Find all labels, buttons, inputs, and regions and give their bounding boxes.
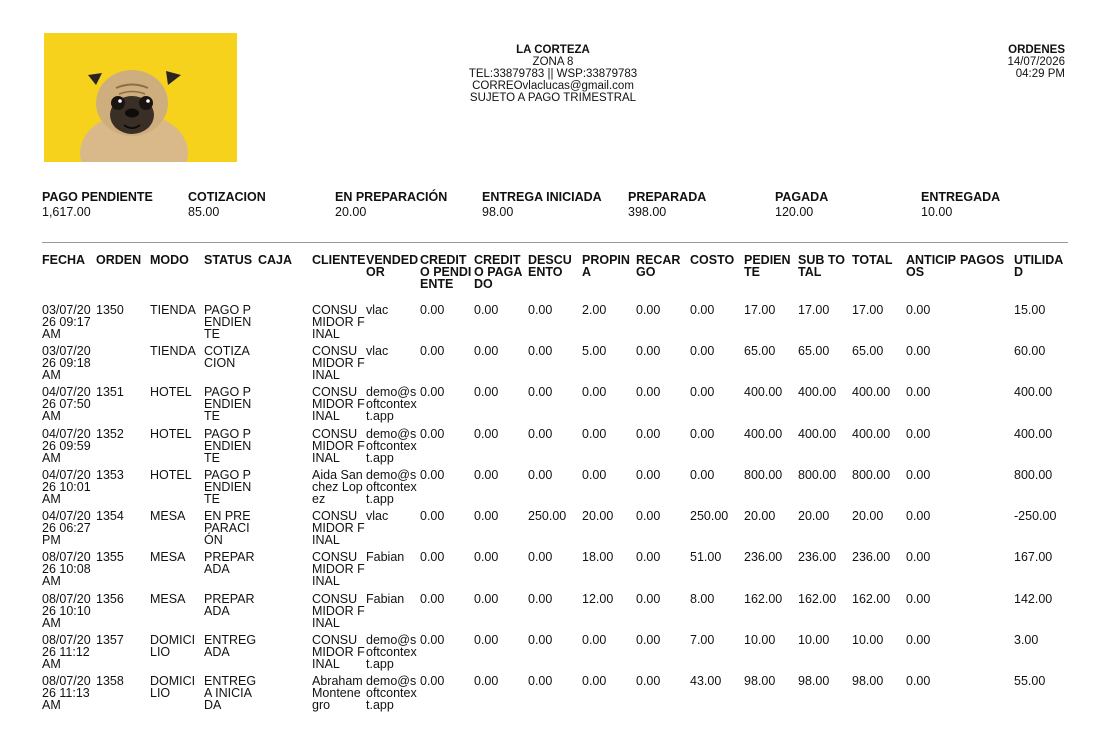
cell-costo: 43.00 <box>690 674 722 688</box>
document-title: ORDENES <box>1008 44 1065 56</box>
cell-total: 10.00 <box>852 633 884 647</box>
cell-cliente: CONSUMIDOR FINAL <box>312 427 365 465</box>
cell-propina: 0.00 <box>582 385 607 399</box>
cell-costo: 0.00 <box>690 344 715 358</box>
company-info <box>400 44 706 104</box>
cell-credito-pagado: 0.00 <box>474 633 499 647</box>
cell-modo: MESA <box>150 592 186 606</box>
cell-pediente: 65.00 <box>744 344 776 358</box>
cell-vendedor: demo@softcontext.app <box>366 633 417 671</box>
cell-anticipos: 0.00 <box>906 674 931 688</box>
cell-fecha: 08/07/2026 10:08 AM <box>42 550 91 588</box>
cell-total: 800.00 <box>852 468 891 482</box>
cell-credito-pendiente: 0.00 <box>420 344 445 358</box>
cell-pediente: 10.00 <box>744 633 776 647</box>
document-time: 04:29 PM <box>1015 68 1065 80</box>
summary-label: EN PREPARACIÓN <box>335 190 448 204</box>
company-logo <box>44 33 237 162</box>
cell-vendedor: vlac <box>366 344 389 358</box>
cell-total: 162.00 <box>852 592 891 606</box>
cell-descuento: 0.00 <box>528 303 553 317</box>
cell-utilidad: 15.00 <box>1014 303 1046 317</box>
summary-value: 398.00 <box>628 205 667 219</box>
cell-credito-pendiente: 0.00 <box>420 550 445 564</box>
cell-credito-pendiente: 0.00 <box>420 633 445 647</box>
cell-utilidad: 142.00 <box>1014 592 1053 606</box>
cell-cliente: CONSUMIDOR FINAL <box>312 592 365 630</box>
cell-anticipos: 0.00 <box>906 550 931 564</box>
document-info <box>1007 44 1065 80</box>
cell-status: COTIZACION <box>204 344 250 370</box>
cell-status: PREPARADA <box>204 592 255 618</box>
cell-credito-pendiente: 0.00 <box>420 674 445 688</box>
cell-fecha: 08/07/2026 10:10 AM <box>42 592 91 630</box>
cell-propina: 0.00 <box>582 674 607 688</box>
company-note: SUJETO A PAGO TRIMESTRAL <box>469 92 637 104</box>
cell-status: PAGO PENDIENTE <box>204 303 252 341</box>
cell-vendedor: demo@softcontext.app <box>366 427 417 465</box>
cell-fecha: 04/07/2026 09:59 AM <box>42 427 91 465</box>
cell-costo: 51.00 <box>690 550 722 564</box>
cell-modo: HOTEL <box>150 385 192 399</box>
cell-total: 400.00 <box>852 427 891 441</box>
cell-descuento: 0.00 <box>528 468 553 482</box>
cell-utilidad: 400.00 <box>1014 385 1053 399</box>
cell-total: 400.00 <box>852 385 891 399</box>
cell-cliente: CONSUMIDOR FINAL <box>312 303 365 341</box>
cell-sub-total: 400.00 <box>798 385 837 399</box>
cell-orden: 1357 <box>96 633 124 647</box>
cell-credito-pagado: 0.00 <box>474 303 499 317</box>
summary-item <box>42 190 153 220</box>
cell-recargo: 0.00 <box>636 468 661 482</box>
cell-propina: 5.00 <box>582 344 607 358</box>
cell-status: PAGO PENDIENTE <box>204 385 252 423</box>
cell-anticipos: 0.00 <box>906 427 931 441</box>
summary-item <box>775 190 828 220</box>
cell-status: ENTREGA INICIADA <box>204 674 257 712</box>
cell-credito-pendiente: 0.00 <box>420 385 445 399</box>
cell-pediente: 20.00 <box>744 509 776 523</box>
summary-item <box>188 190 266 220</box>
column-header-propina: PROPINA <box>582 253 630 279</box>
cell-descuento: 0.00 <box>528 592 553 606</box>
column-header-credito-pendiente: CREDITO PENDIENTE <box>420 253 472 291</box>
cell-cliente: CONSUMIDOR FINAL <box>312 550 365 588</box>
cell-orden: 1355 <box>96 550 124 564</box>
cell-descuento: 0.00 <box>528 550 553 564</box>
summary-value: 1,617.00 <box>42 205 91 219</box>
cell-credito-pagado: 0.00 <box>474 427 499 441</box>
cell-status: ENTREGADA <box>204 633 257 659</box>
cell-anticipos: 0.00 <box>906 468 931 482</box>
summary-value: 85.00 <box>188 205 220 219</box>
cell-descuento: 0.00 <box>528 427 553 441</box>
cell-credito-pendiente: 0.00 <box>420 592 445 606</box>
summary-label: PAGO PENDIENTE <box>42 190 153 204</box>
summary-value: 20.00 <box>335 205 367 219</box>
cell-cliente: CONSUMIDOR FINAL <box>312 509 365 547</box>
summary-label: PREPARADA <box>628 190 707 204</box>
cell-orden: 1351 <box>96 385 124 399</box>
cell-anticipos: 0.00 <box>906 509 931 523</box>
cell-fecha: 04/07/2026 10:01 AM <box>42 468 91 506</box>
cell-credito-pendiente: 0.00 <box>420 303 445 317</box>
column-header-recargo: RECARGO <box>636 253 681 279</box>
cell-vendedor: Fabian <box>366 550 405 564</box>
cell-recargo: 0.00 <box>636 674 661 688</box>
cell-propina: 0.00 <box>582 427 607 441</box>
cell-pediente: 17.00 <box>744 303 776 317</box>
summary-item <box>921 190 1000 220</box>
column-header-sub-total: SUB TOTAL <box>798 253 845 279</box>
cell-credito-pagado: 0.00 <box>474 592 499 606</box>
cell-total: 20.00 <box>852 509 884 523</box>
cell-recargo: 0.00 <box>636 303 661 317</box>
cell-propina: 0.00 <box>582 468 607 482</box>
summary-item <box>482 190 602 220</box>
cell-sub-total: 162.00 <box>798 592 837 606</box>
cell-credito-pagado: 0.00 <box>474 674 499 688</box>
cell-vendedor: demo@softcontext.app <box>366 674 417 712</box>
cell-credito-pendiente: 0.00 <box>420 468 445 482</box>
cell-sub-total: 800.00 <box>798 468 837 482</box>
cell-recargo: 0.00 <box>636 509 661 523</box>
cell-costo: 250.00 <box>690 509 729 523</box>
cell-descuento: 250.00 <box>528 509 567 523</box>
company-phones: TEL:33879783 || WSP:33879783 <box>468 68 638 80</box>
cell-recargo: 0.00 <box>636 344 661 358</box>
cell-modo: TIENDA <box>150 344 196 358</box>
column-header-descuento: DESCUENTO <box>528 253 572 279</box>
column-header-costo: COSTO <box>690 253 735 267</box>
cell-utilidad: 400.00 <box>1014 427 1053 441</box>
cell-credito-pagado: 0.00 <box>474 385 499 399</box>
status-summary <box>42 190 1072 230</box>
cell-anticipos: 0.00 <box>906 303 931 317</box>
column-header-pediente: PEDIENTE <box>744 253 791 279</box>
cell-cliente: CONSUMIDOR FINAL <box>312 633 365 671</box>
cell-cliente: CONSUMIDOR FINAL <box>312 385 365 423</box>
cell-fecha: 03/07/2026 09:18 AM <box>42 344 91 382</box>
cell-anticipos: 0.00 <box>906 633 931 647</box>
cell-total: 236.00 <box>852 550 891 564</box>
column-header-fecha: FECHA <box>42 253 86 267</box>
cell-costo: 0.00 <box>690 427 715 441</box>
cell-modo: MESA <box>150 550 186 564</box>
cell-sub-total: 400.00 <box>798 427 837 441</box>
cell-credito-pendiente: 0.00 <box>420 509 445 523</box>
cell-cliente: Abraham Montenegro <box>312 674 363 712</box>
cell-fecha: 04/07/2026 07:50 AM <box>42 385 91 423</box>
cell-orden: 1350 <box>96 303 124 317</box>
cell-descuento: 0.00 <box>528 633 553 647</box>
cell-modo: HOTEL <box>150 468 192 482</box>
cell-total: 98.00 <box>852 674 884 688</box>
cell-fecha: 08/07/2026 11:13 AM <box>42 674 91 712</box>
cell-total: 65.00 <box>852 344 884 358</box>
cell-sub-total: 20.00 <box>798 509 830 523</box>
summary-item <box>335 190 447 220</box>
cell-sub-total: 17.00 <box>798 303 830 317</box>
cell-vendedor: demo@softcontext.app <box>366 385 417 423</box>
summary-label: PAGADA <box>775 190 829 204</box>
cell-pediente: 162.00 <box>744 592 783 606</box>
column-header-vendedor: VENDEDOR <box>366 253 419 279</box>
cell-utilidad: 3.00 <box>1014 633 1039 647</box>
column-header-caja: CAJA <box>258 253 293 267</box>
cell-cliente: CONSUMIDOR FINAL <box>312 344 365 382</box>
cell-credito-pagado: 0.00 <box>474 344 499 358</box>
cell-cliente: Aida Sanchez Lopez <box>312 468 363 506</box>
cell-descuento: 0.00 <box>528 344 553 358</box>
cell-credito-pendiente: 0.00 <box>420 427 445 441</box>
column-header-cliente: CLIENTE <box>312 253 366 267</box>
summary-label: ENTREGADA <box>921 190 1001 204</box>
cell-orden: 1354 <box>96 509 124 523</box>
cell-costo: 7.00 <box>690 633 715 647</box>
cell-utilidad: 167.00 <box>1014 550 1053 564</box>
cell-pediente: 400.00 <box>744 427 783 441</box>
column-header-pagos: PAGOS <box>960 253 1005 267</box>
cell-orden: 1356 <box>96 592 124 606</box>
cell-vendedor: vlac <box>366 509 389 523</box>
cell-recargo: 0.00 <box>636 385 661 399</box>
cell-recargo: 0.00 <box>636 592 661 606</box>
cell-costo: 0.00 <box>690 385 715 399</box>
cell-descuento: 0.00 <box>528 385 553 399</box>
cell-pediente: 800.00 <box>744 468 783 482</box>
column-header-total: TOTAL <box>852 253 893 267</box>
cell-utilidad: 60.00 <box>1014 344 1046 358</box>
column-header-orden: ORDEN <box>96 253 142 267</box>
company-name: LA CORTEZA <box>516 44 590 56</box>
cell-vendedor: demo@softcontext.app <box>366 468 417 506</box>
cell-utilidad: 55.00 <box>1014 674 1046 688</box>
cell-sub-total: 98.00 <box>798 674 830 688</box>
cell-modo: HOTEL <box>150 427 192 441</box>
cell-propina: 0.00 <box>582 633 607 647</box>
cell-orden: 1358 <box>96 674 124 688</box>
cell-vendedor: Fabian <box>366 592 405 606</box>
cell-total: 17.00 <box>852 303 884 317</box>
column-header-utilidad: UTILIDAD <box>1014 253 1064 279</box>
cell-sub-total: 236.00 <box>798 550 837 564</box>
column-header-modo: MODO <box>150 253 189 267</box>
summary-item <box>628 190 706 220</box>
cell-anticipos: 0.00 <box>906 344 931 358</box>
cell-costo: 0.00 <box>690 303 715 317</box>
cell-anticipos: 0.00 <box>906 385 931 399</box>
cell-credito-pagado: 0.00 <box>474 468 499 482</box>
cell-pediente: 98.00 <box>744 674 776 688</box>
cell-status: PREPARADA <box>204 550 255 576</box>
document-date: 14/07/2026 <box>1007 56 1065 68</box>
cell-sub-total: 65.00 <box>798 344 830 358</box>
cell-modo: MESA <box>150 509 186 523</box>
cell-status: PAGO PENDIENTE <box>204 427 252 465</box>
column-header-anticipos: ANTICIPOS <box>906 253 956 279</box>
column-header-credito-pagado: CREDITO PAGADO <box>474 253 523 291</box>
cell-credito-pagado: 0.00 <box>474 550 499 564</box>
cell-utilidad: -250.00 <box>1014 509 1057 523</box>
cell-modo: TIENDA <box>150 303 196 317</box>
summary-label: COTIZACION <box>188 190 266 204</box>
summary-value: 98.00 <box>482 205 514 219</box>
cell-propina: 12.00 <box>582 592 614 606</box>
cell-fecha: 08/07/2026 11:12 AM <box>42 633 91 671</box>
cell-anticipos: 0.00 <box>906 592 931 606</box>
cell-credito-pagado: 0.00 <box>474 509 499 523</box>
column-header-status: STATUS <box>204 253 253 267</box>
cell-vendedor: vlac <box>366 303 389 317</box>
cell-status: EN PREPARACIÓN <box>204 509 251 547</box>
company-zone: ZONA 8 <box>532 56 574 68</box>
cell-propina: 2.00 <box>582 303 607 317</box>
pug-logo-image <box>44 33 237 162</box>
divider <box>42 242 1068 243</box>
cell-status: PAGO PENDIENTE <box>204 468 252 506</box>
cell-recargo: 0.00 <box>636 550 661 564</box>
cell-recargo: 0.00 <box>636 427 661 441</box>
cell-fecha: 04/07/2026 06:27 PM <box>42 509 91 547</box>
cell-fecha: 03/07/2026 09:17 AM <box>42 303 91 341</box>
cell-orden: 1352 <box>96 427 124 441</box>
cell-orden: 1353 <box>96 468 124 482</box>
cell-costo: 8.00 <box>690 592 715 606</box>
company-email: CORREOvlaclucas@gmail.com <box>472 80 634 92</box>
summary-value: 120.00 <box>775 205 814 219</box>
summary-label: ENTREGA INICIADA <box>482 190 602 204</box>
summary-value: 10.00 <box>921 205 953 219</box>
cell-recargo: 0.00 <box>636 633 661 647</box>
cell-propina: 20.00 <box>582 509 614 523</box>
cell-pediente: 400.00 <box>744 385 783 399</box>
cell-propina: 18.00 <box>582 550 614 564</box>
cell-utilidad: 800.00 <box>1014 468 1053 482</box>
cell-modo: DOMICILIO <box>150 633 196 659</box>
cell-sub-total: 10.00 <box>798 633 830 647</box>
cell-descuento: 0.00 <box>528 674 553 688</box>
cell-modo: DOMICILIO <box>150 674 196 700</box>
cell-costo: 0.00 <box>690 468 715 482</box>
cell-pediente: 236.00 <box>744 550 783 564</box>
